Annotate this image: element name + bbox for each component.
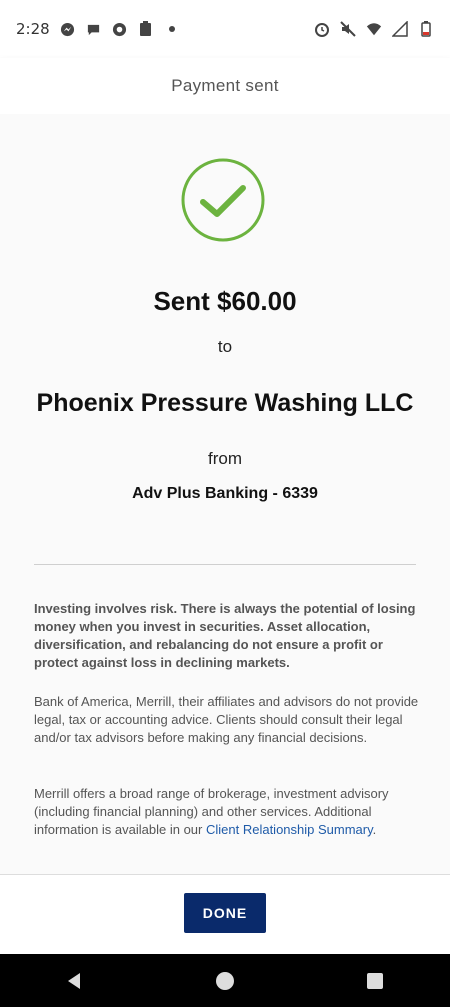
services-disclosure-text: Merrill offers a broad range of brokerage, investment advisory (including financial planning) and other services. Additional information is available in our xyxy=(34,786,389,837)
source-account: Adv Plus Banking - 6339 xyxy=(132,485,318,502)
navigation-bar xyxy=(0,954,450,1007)
battery-icon xyxy=(418,21,434,37)
status-bar xyxy=(0,0,450,58)
status-left xyxy=(16,20,180,38)
advice-disclosure: Bank of America, Merrill, their affiliates and advisors do not provide legal, tax or accounting advice. Clients should consult their legal and/or tax advisors before making any financial decisions. xyxy=(34,694,419,745)
divider xyxy=(34,564,416,565)
page-title: Payment sent xyxy=(171,76,279,95)
status-right xyxy=(314,21,434,37)
sent-amount: Sent $60.00 xyxy=(153,286,297,316)
back-icon[interactable] xyxy=(60,966,90,996)
to-label: to xyxy=(217,337,233,356)
client-relationship-summary-link[interactable]: Client Relationship Summary xyxy=(205,822,373,837)
done-button[interactable]: DONE xyxy=(184,893,266,933)
mute-icon xyxy=(340,21,356,37)
status-time: 2:28 xyxy=(16,20,50,38)
home-icon[interactable] xyxy=(210,966,240,996)
wifi-icon xyxy=(366,21,382,37)
services-disclosure-end: . xyxy=(372,822,377,837)
payee-name: Phoenix Pressure Washing LLC xyxy=(36,389,414,417)
alarm-icon xyxy=(314,21,330,37)
clipboard-icon xyxy=(138,21,154,37)
messenger-icon xyxy=(60,21,76,37)
services-disclosure xyxy=(34,785,419,839)
success-check-icon xyxy=(181,158,265,242)
chrome-icon xyxy=(112,21,128,37)
from-label: from xyxy=(208,449,242,468)
app-header xyxy=(0,58,450,114)
recents-icon[interactable] xyxy=(360,966,390,996)
investment-risk-disclosure: Investing involves risk. There is always the potential of losing money when you invest in securities. Asset allocation, diversification, and rebalancing do not ensure a profit or protect against loss in declining markets. xyxy=(34,601,416,670)
chat-icon xyxy=(86,21,102,37)
signal-icon xyxy=(392,21,408,37)
dot-icon xyxy=(164,21,180,37)
